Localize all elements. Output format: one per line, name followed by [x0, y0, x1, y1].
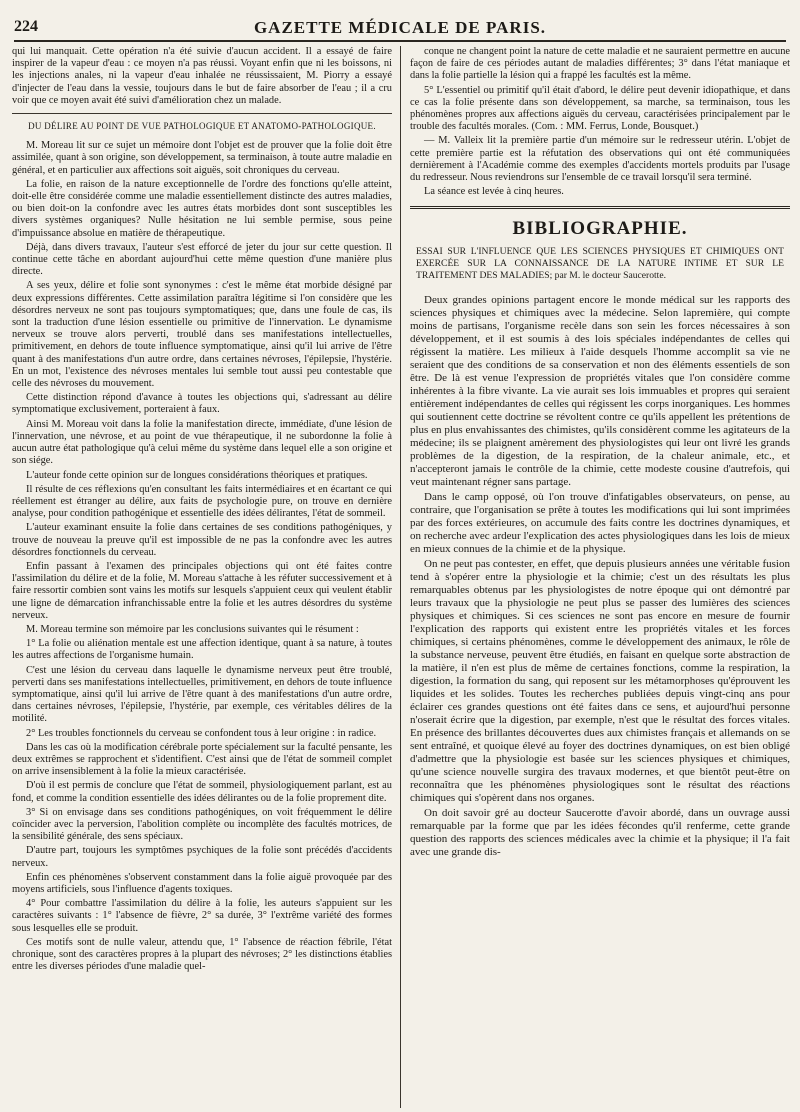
paragraph: L'auteur examinant ensuite la folie dans certaines de ses conditions pathogéniques, y trouve de nouveau la preuve qu'il est impossible de ne pas la confondre avec les autres désordres fonctionnels du cerveau. [12, 522, 392, 558]
paragraph: Dans les cas où la modification cérébrale porte spécialement sur la faculté pensante, les deux extrêmes se rapprochent et s'identifient. C'est ainsi que de l'état de sommeil complet on arrive insensiblement à la folie la mieux caractérisée. [12, 741, 392, 778]
right-top-paragraphs [410, 46, 790, 198]
paragraph: Enfin passant à l'examen des principales objections qui ont été faites contre l'assimilation du délire et de la folie, M. Moreau s'attache à les réfuter successivement et à faire ressortir combien sont vains les motifs sur lesquels s'appuient ceux qui veulent établir une ligne de démarcation infranchissable entre la folie et les autres désordres du système nerveux. [12, 560, 392, 621]
paragraph: La séance est levée à cinq heures. [424, 186, 564, 198]
paragraph: A ses yeux, délire et folie sont synonymes : c'est le même état morbide désigné par deux expressions différentes. Cette assimilation paraîtra légitime si l'on considère que les désordres nerveux ne sont pas toujours symptomatiques; que, dans une foule de cas, ils sont la traduction d'une lésion essentielle ou primitive de l'innervation. Le dynamisme nerveux se trouve alors perverti, troublé dans ses manifestations intellectuelles, primitivement, en dehors de toute influence symptomatique, ainsi qu'il lui arrive de l'être quant à des manifestations d'un autre ordre, dans certaines névroses, l'épilepsie, l'hystérie. En un mot, l'existence des névroses mentales lui semble tout aussi peu contestable que celle des névroses du mouvement. [12, 280, 392, 390]
paragraph: 3° Si on envisage dans ses conditions pathogéniques, on voit fréquemment le délire coïncider avec la perversion, l'abolition complète ou incomplète des facultés motrices, de la sensibilité générale, des sens spéciaux. [12, 806, 392, 843]
section-heading: DU DÉLIRE AU POINT DE VUE PATHOLOGIQUE ET ANATOMO-PATHOLOGIQUE. [28, 121, 376, 132]
page-header [14, 18, 786, 40]
paragraph: L'auteur fonde cette opinion sur de longues considérations théoriques et pratiques. [26, 469, 368, 481]
paragraph: conque ne changent point la nature de cette maladie et ne sauraient permettre en aucune façon de faire de ces périodes autant de maladies différentes; 3° dans l'état maniaque et dans la folie partielle la lésion qui a frappé les facultés est la même. [410, 46, 790, 82]
header-rule [14, 40, 786, 42]
intro-paragraph: qui lui manquait. Cette opération n'a été suivie d'aucun accident. Il a essayé de faire inspirer de la vapeur d'eau : ce moyen n'a pas réussi. Voyant enfin que ni les boissons, ni les injections anales, ni la vapeur d'eau inhalée ne réussissaient, M. Piorry a essayé d'injecter de l'eau dans la vessie, toujours dans le but de faire absorber de l'eau ; il a cru voir que ce moyen avait été suivi d'amélioration chez un malade. [12, 46, 392, 106]
column-divider [400, 46, 401, 1108]
paragraph: On ne peut pas contester, en effet, que depuis plusieurs années une véritable fusion tend à s'opérer entre la physiologie et la chimie; c'est un des résultats les plus remarquables obtenus par les physiologistes de notre époque qui ont démontré par leurs travaux que la physiologie ne peut plus se passer des lumières des sciences physiques et chimiques. Si ces sciences ne sont pas encore en mesure de fournir l'explication des rapports qui existent entre les propriétés vitales et les forces chimiques, si certains phénomènes, comme le développement des animaux, le rôle de la substance nerveuse, peuvent être étudiés, en faisant en quelque sorte abstraction de la matière, il n'en est plus de même de certaines fonctions, comme la respiration, la digestion, la formation du sang, qui reposent sur les métamorphoses qu'éprouvent les liquides et les solides. Toutes les recherches publiées depuis vingt-cinq ans pour éclairer ces grandes questions ont été faites dans ce sens, et aujourd'hui personne n'oserait écrire que la digestion, par exemple, n'est que le résultat des forces vitales. En présence des brillantes découvertes dues aux chimistes français et allemands on se sent entraîné, et quoique élevé au foyer des doctrines dynamiques, on est bien obligé d'admettre que la physiologie est basée sur les sciences physiques et chimiques, qu'une science nouvelle surgira des travaux modernes, et que bientôt peut-être on reconnaîtra que les phénomènes physiologiques sont le résultat des réactions chimiques qui s'opèrent dans nos organes. [410, 557, 790, 804]
paragraph: 2° Les troubles fonctionnels du cerveau se confondent tous à leur origine : in radice. [26, 727, 377, 739]
paragraph: Cette distinction répond d'avance à toutes les objections qui, s'adressant au délire symptomatique exclusivement, porteraient à faux. [12, 392, 392, 416]
paragraph: 4° Pour combattre l'assimilation du délire à la folie, les auteurs s'appuient sur les caractères suivants : 1° l'absence de fièvre, 2° sa durée, 3° l'extrême variété des formes sous lesquelles elle se produit. [12, 898, 392, 934]
journal-title: GAZETTE MÉDICALE DE PARIS. [253, 18, 547, 37]
page-number: 224 [14, 18, 38, 35]
paragraph: D'où il est permis de conclure que l'état de sommeil, physiologiquement parlant, est au fond, et comme la condition essentielle des idées délirantes ou de la folie proprement dite. [12, 780, 392, 804]
section-rule [12, 113, 392, 114]
paragraph: 1° La folie ou aliénation mentale est une affection identique, quant à sa nature, à toutes les autres affections de l'organisme humain. [12, 638, 392, 662]
paragraph: Il résulte de ces réflexions qu'en consultant les faits intermédiaires et en écartant ce qui réellement est étranger au délire, aux faits de psychologie pure, on trouve en dernière analyse, pour condition pathogénique et essentielle des idées délirantes, l'état de sommeil. [12, 483, 392, 520]
paragraph: D'autre part, toujours les symptômes psychiques de la folie sont précédés d'accidents nerveux. [12, 845, 392, 869]
paragraph: On doit savoir gré au docteur Saucerotte d'avoir abordé, dans un ouvrage aussi remarquable par la forme que par les idées fécondes qu'il renferme, cette grande question des rapports des sciences médicales avec la chimie et la physique; il l'a fait avec une grande dis- [410, 806, 790, 858]
book-title: ESSAI SUR L'INFLUENCE QUE LES SCIENCES PHYSIQUES ET CHIMIQUES ONT EXERCÉE SUR LA CONNAISSANCE DE LA NATURE INTIME ET SUR LE TRAITEMENT DES MALADIES; par M. le docteur Saucerotte. [416, 245, 784, 281]
paragraph: C'est une lésion du cerveau dans laquelle le dynamisme nerveux peut être troublé, perverti dans ses manifestations intellectuelles, primitivement, en dehors de toute influence symptomatique, ainsi qu'il lui arrive de l'être quant à des manifestations d'un autre ordre, dans certaines névroses, l'épilepsie, l'hystérie, par exemple, ces véritables délires de la motilité. [12, 664, 392, 725]
paragraph: M. Moreau termine son mémoire par les conclusions suivantes qui le résument : [26, 623, 359, 635]
paragraph: Enfin ces phénomènes s'observent constamment dans la folie aiguë provoquée par des moyens artificiels, sous l'influence d'agents toxiques. [12, 871, 392, 895]
right-column [410, 46, 790, 1108]
paragraph: — M. Valleix lit la première partie d'un mémoire sur le redresseur utérin. L'objet de cette première partie est la réfutation des observations qui ont été communiquées dernièrement à l'Académie comme des exemples d'accidents mortels produits par l'usage du redresseur. Nous reviendrons sur l'ensemble de ce travail lorsqu'il sera terminé. [410, 135, 790, 184]
left-column [12, 46, 392, 1108]
bibliography-rule [410, 206, 790, 209]
paragraph: Deux grandes opinions partagent encore le monde médical sur les rapports des sciences physiques et chimiques avec la médecine. Selon lapremière, qui compte moins de partisans, l'organisme recèle dans son sein les forces nécessaires à son développement, et il est soumis à des lois spéciales indépendantes de celles qui régissent la matière. Les milieux à l'aide desquels l'homme accomplit sa vie ne seraient que des conditions de sa conservation et non des éléments essentiels de son être. De là est venue l'expression de propriétés vitales que l'on considère comme inhérentes à la fibre vivante. La vie aurait ses lois immuables et propres qui seraient entièrement indépendantes de celles qui régissent les corps inorganiques. Les hommes qui soutiennent cette doctrine se révoltent contre ce qu'ils appellent les prétentions de plus en plus envahissantes des chimistes, qu'ils considèrent comme les agitateurs de la médecine; ils se plaignent amèrement des physiologistes qui leur ont livré les grands problèmes de la digestion, de la respiration, de la chaleur animale, etc., et n'accepteront jamais le contrôle de la chimie, cette modeste cousine d'autrefois, qui veut maintenant régner sans partage. [410, 293, 790, 488]
review-paragraphs [410, 294, 790, 859]
paragraph: Dans le camp opposé, où l'on trouve d'infatigables observateurs, on pense, au contraire, que l'organisation se prête à toutes les modifications qui lui sont imprimées par des forces extérieures, on accumule des faits contre les doctrines dynamiques, et on recherche avec ardeur l'explication des actes physiologiques dans les lois de mieux en mieux connues de la chimie et de la physique. [410, 490, 790, 555]
paragraph: M. Moreau lit sur ce sujet un mémoire dont l'objet est de prouver que la folie doit être assimilée, quant à son origine, son développement, sa terminaison, à toute autre maladie en général, et en particulier aux affections soit aiguës, soit chroniques du cerveau. [12, 140, 392, 176]
bibliography-heading: BIBLIOGRAPHIE. [512, 218, 688, 240]
left-paragraphs [12, 140, 392, 973]
paragraph: Déjà, dans divers travaux, l'auteur s'est efforcé de jeter du jour sur cette question. Il continue cette tâche en abordant aujourd'hui cette même question d'une manière plus directe. [12, 241, 392, 278]
paragraph: Ainsi M. Moreau voit dans la folie la manifestation directe, immédiate, d'une lésion de l'innervation, une névrose, et au point de vue thérapeutique, il ne subordonne la folie à aucun autre état pathologique qu'à celui même du système dans lequel elle a son origine et son siége. [12, 418, 392, 467]
paragraph: La folie, en raison de la nature exceptionnelle de l'ordre des fonctions qu'elle atteint, doit-elle être considérée comme une maladie essentiellement distincte des autres maladies, ou bien doit-on la confondre avec les autres états morbides dont sont susceptibles les divers systèmes organiques? Nulle hésitation ne lui semble permise, sous peine d'impuissance absolue en matière de thérapeutique. [12, 178, 392, 239]
paragraph: 5° L'essentiel ou primitif qu'il était d'abord, le délire peut devenir idiopathique, et dans ce cas la folie présente dans son développement, sa marche, sa terminaison, tous les phénomènes propres aux affections aiguës du cerveau, caractérisées principalement par le trouble des facultés morales. (Com. : MM. Ferrus, Londe, Bousquet.) [410, 84, 790, 133]
paragraph: Ces motifs sont de nulle valeur, attendu que, 1° l'absence de réaction fébrile, l'état chronique, sont des caractères propres à la plupart des névroses; 2° les distinctions établies entre les diverses périodes d'une maladie quel- [12, 936, 392, 973]
